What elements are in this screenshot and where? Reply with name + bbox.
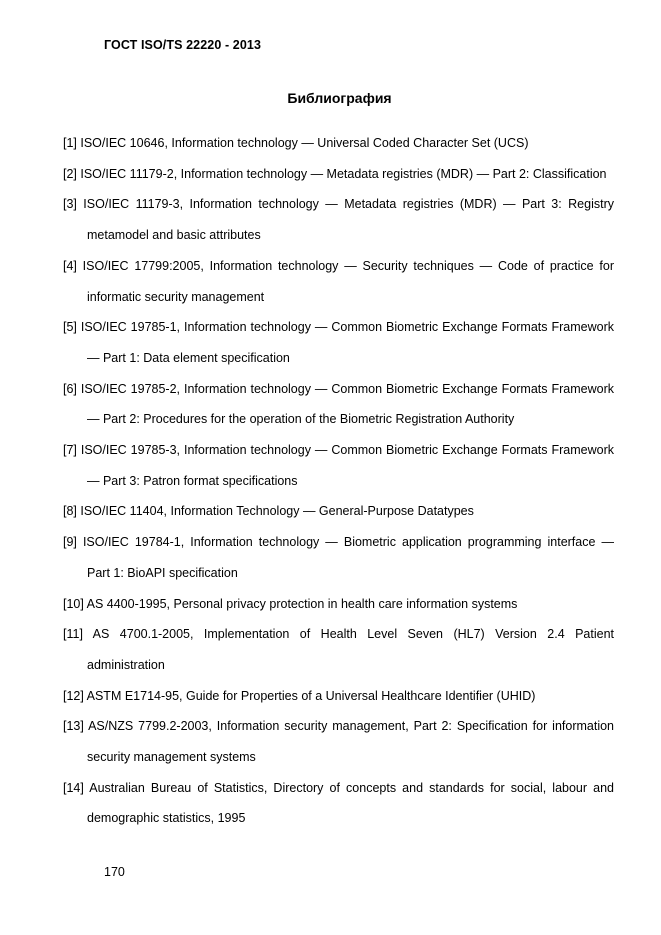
bibliography-entry: [10] AS 4400-1995, Personal privacy protection in health care information systems <box>63 596 518 611</box>
bibliography-entry: [3] ISO/IEC 11179-3, Information technology — Metadata registries (MDR) — Part 3: Registry metamodel and basic attributes <box>63 197 614 243</box>
bibliography-entry: [2] ISO/IEC 11179-2, Information technology — Metadata registries (MDR) — Part 2: Classification <box>63 166 607 181</box>
bibliography-entry: [9] ISO/IEC 19784-1, Information technology — Biometric application programming interface — Part 1: BioAPI specification <box>63 535 614 580</box>
bibliography-entry: [5] ISO/IEC 19785-1, Information technology — Common Biometric Exchange Formats Framework — Part 1: Data element specification <box>63 320 614 365</box>
bibliography-entry: [8] ISO/IEC 11404, Information Technology — General-Purpose Datatypes <box>63 504 474 519</box>
bibliography-entry: [6] ISO/IEC 19785-2, Information technology — Common Biometric Exchange Formats Framework — Part 2: Procedures for the operation of the Biometric Registration Authority <box>63 381 614 427</box>
bibliography-entry: [12] ASTM E1714-95, Guide for Properties of a Universal Healthcare Identifier (UHID) <box>63 688 536 703</box>
bibliography-entry: [11] AS 4700.1-2005, Implementation of Health Level Seven (HL7) Version 2.4 Patient administration <box>63 627 614 672</box>
page-number: 170 <box>104 865 125 879</box>
bibliography-entry: [14] Australian Bureau of Statistics, Directory of concepts and standards for social, labour and demographic statistics, 1995 <box>63 780 614 826</box>
bibliography-entry: [7] ISO/IEC 19785-3, Information technology — Common Biometric Exchange Formats Framework — Part 3: Patron format specifications <box>63 443 614 488</box>
bibliography-entry: [4] ISO/IEC 17799:2005, Information technology — Security techniques — Code of practice for informatic security management <box>63 258 614 304</box>
bibliography-entry: [13] AS/NZS 7799.2-2003, Information security management, Part 2: Specification for information security management systems <box>63 719 614 765</box>
document-header: ГОСТ ISO/TS 22220 - 2013 <box>104 38 261 52</box>
section-title: Библиография <box>287 90 392 106</box>
bibliography-entry: [1] ISO/IEC 10646, Information technology — Universal Coded Character Set (UCS) <box>63 136 529 150</box>
bibliography-list <box>63 128 614 834</box>
